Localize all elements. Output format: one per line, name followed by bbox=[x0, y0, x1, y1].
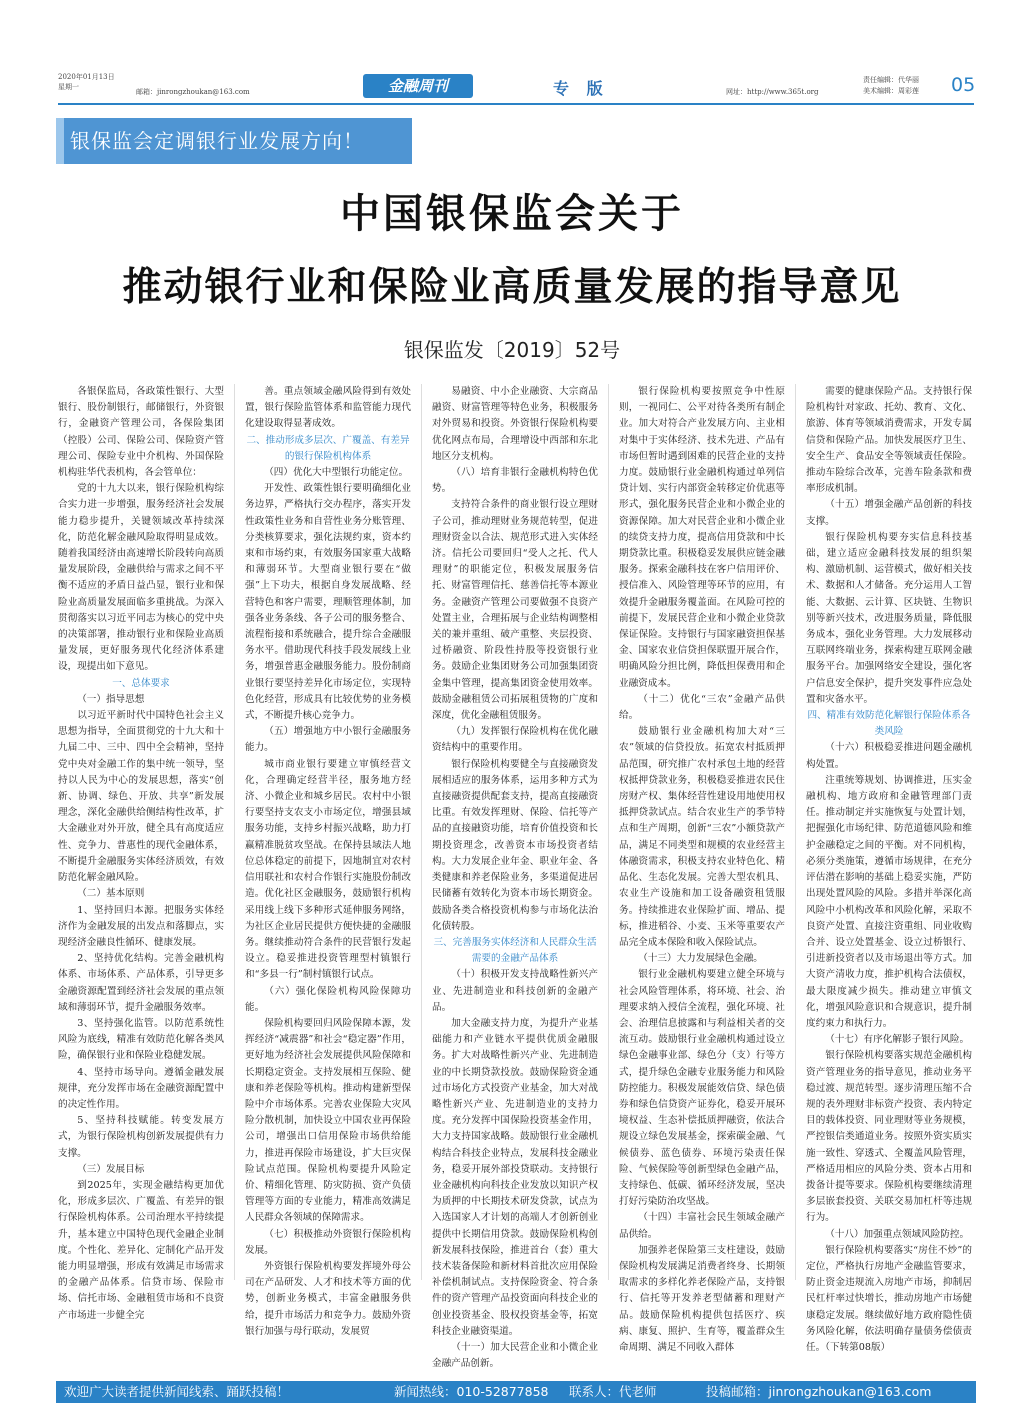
paragraph: 银行保险机构要夯实信息科技基础，建立适应金融科技发展的组织架构、激励机制、运营模式，做好相关技术、数据和人才储备。充分运用人工智能、大数据、云计算、区块链、生物识别等新兴技术，改进服务质量，降低服务成本，强化业务管理。大力发展移动互联网终端业务，探索构建互联网金融服务平台。加强网络安全建设，强化客户信息安全保护，提升突发事件应急处置和灾备水平。 bbox=[806, 531, 972, 705]
paragraph: 银行保险机构要按照竞争中性原则，一视同仁、公平对待各类所有制企业。加大对符合产业发展方向、主业相对集中于实体经济、技术先进、产品有市场但暂时遇到困难的民营企业的支持力度。鼓励银行业金融机构通过单列信贷计划、实行内部资金转移定价优惠等形式，强化服务民营企业和小微企业的资源保障。加大对民营企业和小微企业的续贷支持力度，提高信用贷款和中长期贷款比重。积极稳妥发展供应链金融服务。探索金融科技在客户信用评价、授信准入、风险管理等环节的应用，有效提升金融服务覆盖面。在风险可控的前提下，发展民营企业和小微企业贷款保证保险。支持银行与国家融资担保基金、国家农业信贷担保联盟开展合作，明确风险分担比例，降低担保费用和企业融资成本。 bbox=[619, 386, 785, 689]
subsection-heading: （十一）加大民营企业和小微企业金融产品创新。 bbox=[432, 1341, 598, 1370]
column-separator bbox=[608, 384, 609, 1280]
paragraph: 银行业金融机构要建立健全环境与社会风险管理体系，将环境、社会、治理要求纳入授信全流程，强化环境、社会、治理信息披露和与利益相关者的交流互动。鼓励银行业金融机构通过设立绿色金融事业部、绿色分（支）行等方式，提升绿色金融专业服务能力和风险防控能力。积极发展能效信贷、绿色债券和绿色信贷资产证券化，稳妥开展环境权益、生态补偿抵质押融资，依法合规设立绿色发展基金，探索碳金融、气候债券、蓝色债券、环境污染责任保险、气候保险等创新型绿色金融产品，支持绿色、低碳、循环经济发展，坚决打好污染防治攻坚战。 bbox=[619, 969, 785, 1208]
footer-hotline: 新闻热线：010-52877858 bbox=[394, 1384, 549, 1399]
header-website: 网址：http://www.365t.org bbox=[726, 88, 819, 96]
paragraph: 1、坚持回归本源。把服务实体经济作为金融发展的出发点和落脚点，实现经济金融良性循环、健康发展。 bbox=[58, 904, 224, 948]
section-heading: 二、推动形成多层次、广覆盖、有差异的银行保险机构体系 bbox=[246, 434, 410, 462]
column-separator bbox=[234, 384, 235, 1280]
text-column-5 bbox=[806, 384, 972, 1353]
title-line-1: 中国银保监会关于 bbox=[340, 191, 684, 237]
paragraph: 党的十九大以来，银行保险机构综合实力进一步增强，服务经济社会发展能力稳步提升，关键领域改革持续深化，防范化解金融风险取得明显成效。随着我国经济由高速增长阶段转向高质量发展阶段，金融供给与需求之间不平衡不适应的矛盾日益凸显，银行业和保险业高质量发展面临多重挑战。为深入贯彻落实以习近平同志为核心的党中央的决策部署，推动银行业和保险业高质量发展，更好服务现代化经济体系建设，现提出如下意见。 bbox=[58, 483, 224, 673]
subsection-heading: （九）发挥银行保险机构在优化融资结构中的重要作用。 bbox=[432, 726, 598, 754]
text-column-2 bbox=[245, 384, 411, 1337]
editor-name: 责任编辑：代华丽 bbox=[863, 76, 919, 84]
header-date-block bbox=[58, 72, 115, 102]
section-heading: 三、完善服务实体经济和人民群众生活需要的金融产品体系 bbox=[433, 936, 597, 965]
subsection-heading: （十七）有序化解影子银行风险。 bbox=[825, 1034, 970, 1046]
paragraph: 3、坚持强化监管。以防范系统性风险为底线，精准有效防范化解各类风险，确保银行业和保险业稳健发展。 bbox=[58, 1017, 224, 1062]
brand-logo: 金融周刊 bbox=[363, 74, 473, 98]
paragraph: 加强养老保险第三支柱建设，鼓励保险机构发展满足消费者终身、长期领取需求的多样化养老保险产品，支持银行、信托等开发养老型储蓄和理财产品。鼓励保险机构提供包括医疗、疾病、康复、照护、生育等，覆盖群众生命周期、满足不同收入群体 bbox=[619, 1244, 785, 1353]
paragraph: 外资银行保险机构要发挥境外母公司在产品研发、人才和技术等方面的优势，创新业务模式，丰富金融服务供给，提升市场活力和竞争力。鼓励外资银行加强与母行联动，发展贸 bbox=[245, 1260, 411, 1337]
subsection-heading: （十二）优化“三农”金融产品供给。 bbox=[619, 693, 785, 722]
paragraph: 各银保监局，各政策性银行、大型银行、股份制银行，邮储银行，外资银行，金融资产管理公司，各保险集团（控股）公司、保险公司、保险资产管理公司、保险专业中介机构、外国保险机构驻华代表机构，各会管单位： bbox=[58, 386, 224, 479]
header-rule bbox=[58, 103, 974, 105]
paragraph: 注重统筹规划、协调推进，压实金融机构、地方政府和金融管理部门责任。推动制定并实施恢复与处置计划，把握强化市场纪律、防范道德风险和维护金融稳定之间的平衡。对不同机构，必须分类施策，遵循市场规律，在充分评估潜在影响的基础上稳妥实施，严防出现处置风险的风险。多措并举深化高风险中小机构改革和风险化解，采取不良资产处置、直接注资重组、同业收购合并、设立处置基金、设立过桥银行、引进新投资者以及市场退出等方式。加大资产清收力度，推护机构合法债权，最大限度减少损失。推动建立审慎文化，增强风险意识和合规意识，提升制度约束力和执行力。 bbox=[806, 774, 972, 1029]
paragraph: 开发性、政策性银行要明确细化业务边界，严格执行交办程序，落实开发性政策性业务和自营性业务分账管理、分类核算要求，强化法规约束，资本约束和市场约束，有效服务国家重大战略和薄弱环节。大型商业银行要在“做强”上下功夫，根据自身发展战略、经营特色和客户需要，理顺管理体制，加强各业务条线、各子公司的服务整合、流程衔接和系统融合，提升综合金融服务水平。借助现代科技手段发展线上业务，增强普惠金融服务能力。股份制商业银行要坚持差异化市场定位，实现特色化经营，形成具有比较优势的业务模式，不断提升核心竞争力。 bbox=[245, 483, 411, 722]
subsection-heading: （二）基本原则 bbox=[77, 888, 145, 900]
header-weekday: 星期一 bbox=[58, 83, 79, 91]
subsection-heading: （一）指导思想 bbox=[77, 693, 145, 705]
paragraph: 4、坚持市场导向。遵循金融发展规律，充分发挥市场在金融资源配置中的决定性作用。 bbox=[58, 1066, 224, 1110]
banner-text: 银保监会定调银行业发展方向！ bbox=[70, 129, 364, 153]
section-heading: 四、精准有效防范化解银行保险体系各类风险 bbox=[807, 710, 971, 738]
article-body bbox=[58, 384, 974, 1370]
subsection-heading: （十八）加强重点领域风险防控。 bbox=[825, 1228, 970, 1240]
subsection-heading: （十）积极开发支持战略性新兴产业、先进制造业和科技创新的金融产品。 bbox=[432, 969, 598, 1013]
paragraph: 银行保险机构要落实规范金融机构资产管理业务的指导意见，推动业务平稳过渡、规范转型。逐步清理压缩不合规的表外理财非标资产投资、表内特定目的载体投资、同业理财等业务规模，严控银信类通道业务。按照外资实质实施一致性、穿透式、全覆盖风险管理，严格适用相应的风险分类、资本占用和拨备计提等要求。保险机构要继续清理多层嵌套投资、关联交易加杠杆等违规行为。 bbox=[806, 1050, 972, 1224]
text-column-1 bbox=[58, 384, 224, 1321]
subsection-heading: （六）强化保险机构风险保障功能。 bbox=[245, 985, 411, 1013]
column-separator bbox=[421, 384, 422, 1280]
subsection-heading: （十六）积极稳妥推进问题金融机构处置。 bbox=[806, 742, 972, 770]
editors-block bbox=[863, 75, 919, 97]
subsection-heading: （五）增强地方中小银行金融服务能力。 bbox=[245, 726, 411, 754]
paragraph: 城市商业银行要建立审慎经营文化，合理确定经营半径，服务地方经济、小微企业和城乡居民。农村中小银行要坚持支农支小市场定位，增强县域服务功能，支持乡村振兴战略，助力打赢精准脱贫攻坚战。在保持县域法人地位总体稳定的前提下，因地制宜对农村信用联社和农村合作银行实施股份制改造。优化社区金融服务，鼓励银行机构采用线上线下多种形式延伸服务网络，为社区企业居民提供方便快捷的金融服务。继续推动符合条件的民营银行发起设立。稳妥推进投资管理型村镇银行和“多县一行”制村镇银行试点。 bbox=[245, 758, 411, 981]
paragraph: 支持符合条件的商业银行设立理财子公司，推动理财业务规范转型，促进理财资金以合法、规范形式进入实体经济。信托公司要回归“受人之托、代人理财”的职能定位，积极发展服务信托、财富管理信托、慈善信托等本源业务。金融资产管理公司要做强不良资产处置主业，合理拓展与企业结构调整相关的兼并重组、破产重整、夹层投资、过桥融资、阶段性持股等投资银行业务。鼓励企业集团财务公司加强集团资金集中管理，提高集团资金使用效率。鼓励金融租赁公司拓展租赁物的广度和深度，优化金融租赁服务。 bbox=[432, 499, 598, 722]
art-editor-name: 美术编辑：周彩莲 bbox=[863, 87, 919, 95]
page-number: 05 bbox=[951, 74, 976, 96]
paragraph: 到2025年，实现金融结构更加优化，形成多层次、广覆盖、有差异的银行保险机构体系。公司治理水平持续提升，基本建立中国特色现代金融企业制度。个性化、差异化、定制化产品开发能力明显增强，形成有效满足市场需求的金融产品体系。信贷市场、保险市场、信托市场、金融租赁市场和不良资产市场进一步健全完 bbox=[58, 1179, 224, 1321]
section-name: 专 版 bbox=[553, 79, 609, 98]
subsection-heading: （三）发展目标 bbox=[77, 1163, 145, 1175]
footer-contact: 联系人：代老师 bbox=[569, 1384, 657, 1399]
paragraph: 银行保险机构要落实“房住不炒”的定位，严格执行房地产金融监管要求，防止资金违规流入房地产市场，抑制居民杠杆率过快增长，推动房地产市场健康稳定发展。继续做好地方政府隐性债务风险化解，依法明确存量债务偿债责任。（下转第08版） bbox=[806, 1244, 972, 1353]
header-email: 邮箱：jinrongzhoukan@163.com bbox=[136, 88, 250, 96]
footer-slogan: 欢迎广大读者提供新闻线索、踊跃投稿！ bbox=[64, 1384, 290, 1399]
subsection-heading: （十四）丰富社会民生领域金融产品供给。 bbox=[619, 1212, 785, 1240]
paragraph: 需要的健康保险产品。支持银行保险机构针对家政、托幼、教育、文化、旅游、体育等领域消费需求，开发专属信贷和保险产品。加快发展医疗卫生、安全生产、食品安全等领域责任保险。推动车险综合改革，完善车险条款和费率形成机制。 bbox=[806, 386, 972, 495]
paragraph: 善。重点领域金融风险得到有效处置，银行保险监管体系和监管能力现代化建设取得显著成效。 bbox=[245, 386, 411, 430]
paragraph: 以习近平新时代中国特色社会主义思想为指导，全面贯彻党的十九大和十九届二中、三中、四中全会精神，坚持党中央对金融工作的集中统一领导，坚持以人民为中心的发展思想，落实“创新、协调、绿色、开放、共享”新发展理念，深化金融供给侧结构性改革，扩大金融业对外开放，健全具有高度适应性、竞争力、普惠性的现代金融体系，不断提升金融服务实体经济质效，有效防范化解金融风险。 bbox=[58, 710, 224, 884]
paragraph: 易融资、中小企业融资、大宗商品融资、财富管理等特色业务，积极服务对外贸易和投资。外资银行保险机构要优化网点布局，合理增设中西部和东北地区分支机构。 bbox=[432, 386, 598, 462]
paragraph: 5、坚持科技赋能。转变发展方式，为银行保险机构创新发展提供有力支撑。 bbox=[58, 1115, 224, 1159]
subsection-heading: （十五）增强金融产品创新的科技支撑。 bbox=[806, 499, 972, 527]
title-line-2: 推动银行业和保险业高质量发展的指导意见 bbox=[122, 265, 902, 310]
paragraph: 加大金融支持力度，为提升产业基础能力和产业链水平提供优质金融服务。扩大对战略性新兴产业、先进制造业的中长期贷款投放。鼓励保险资金通过市场化方式投资产业基金，加大对战略性新兴产业、先进制造业的支持力度。充分发挥中国保险投资基金作用，大力支持国家战略。鼓励银行业金融机构结合科技企业特点，发展科技金融业务，稳妥开展外部投贷联动。支持银行业金融机构向科技企业发放以知识产权为质押的中长期技术研发贷款，试点为入选国家人才计划的高端人才创新创业提供中长期信用贷款。鼓励保险机构创新发展科技保险，推进首台（套）重大技术装备保险和新材料首批次应用保险补偿机制试点。支持保险资金、符合条件的资产管理产品投资面向科技企业的创业投资基金、股权投资基金等，拓宽科技企业融资渠道。 bbox=[432, 1017, 598, 1337]
subsection-heading: （四）优化大中型银行功能定位。 bbox=[264, 467, 409, 479]
footer-email: 投稿邮箱：jinrongzhoukan@163.com bbox=[706, 1384, 932, 1399]
paragraph: 银行保险机构要健全与直接融资发展相适应的服务体系，运用多种方式为直接融资提供配套支持，提高直接融资比重。有效发挥理财、保险、信托等产品的直接融资功能，培育价值投资和长期投资理念，改善资本市场投资者结构。大力发展企业年金、职业年金、各类健康和养老保险业务，多渠道促进居民储蓄有效转化为资本市场长期资金。鼓励各类合格投资机构参与市场化法治化债转股。 bbox=[432, 758, 598, 932]
paragraph: 2、坚持优化结构。完善金融机构体系、市场体系、产品体系，引导更多金融资源配置到经济社会发展的重点领域和薄弱环节，提升金融服务效率。 bbox=[58, 953, 224, 1013]
subsection-heading: （八）培育非银行金融机构特色优势。 bbox=[432, 467, 598, 495]
header-date: 2020年01月13日 bbox=[58, 73, 115, 81]
subsection-heading: （七）积极推动外资银行保险机构发展。 bbox=[245, 1228, 411, 1256]
document-number: 银保监发〔2019〕52号 bbox=[403, 338, 621, 362]
paragraph: 鼓励银行业金融机构加大对“三农”领域的信贷投放。拓宽农村抵质押品范围，研究推广农村承包土地的经营权抵押贷款业务，积极稳妥推进农民住房财产权、集体经营性建设用地使用权抵押贷款试点。结合农业生产的季节特点和生产周期，创新“三农”小额贷款产品，满足不同类型和规模的农业经营主体融资需求，积极支持农业特色化、精品化、生态化发展。完善大型农机具、农业生产设施和加工设备融资租赁服务。持续推进农业保险扩面、增品、提标，推进稻谷、小麦、玉米等重要农产品完全成本保险和收入保险试点。 bbox=[619, 726, 785, 948]
subsection-heading: （十三）大力发展绿色金融。 bbox=[638, 953, 763, 965]
page-header bbox=[58, 72, 974, 102]
footer-bar bbox=[56, 1381, 976, 1403]
column-separator bbox=[795, 384, 796, 1280]
text-column-4 bbox=[619, 384, 785, 1353]
text-column-3 bbox=[432, 384, 598, 1370]
paragraph: 保险机构要回归风险保障本源，发挥经济“减震器”和社会“稳定器”作用，更好地为经济社会发展提供风险保障和长期稳定资金。支持发展相互保险、健康和养老保险等机构。推动构建新型保险中介市场体系。完善农业保险大灾风险分散机制，加快设立中国农业再保险公司，增强出口信用保险市场供给能力，推进再保险市场建设，扩大巨灾保险试点范围。保险机构要提升风险定价、精细化管理、防灾防损、资产负债管理等方面的专业能力，精准高效满足人民群众各领域的保障需求。 bbox=[245, 1017, 411, 1224]
headline-banner bbox=[56, 118, 412, 164]
section-heading: 一、总体要求 bbox=[112, 677, 170, 689]
